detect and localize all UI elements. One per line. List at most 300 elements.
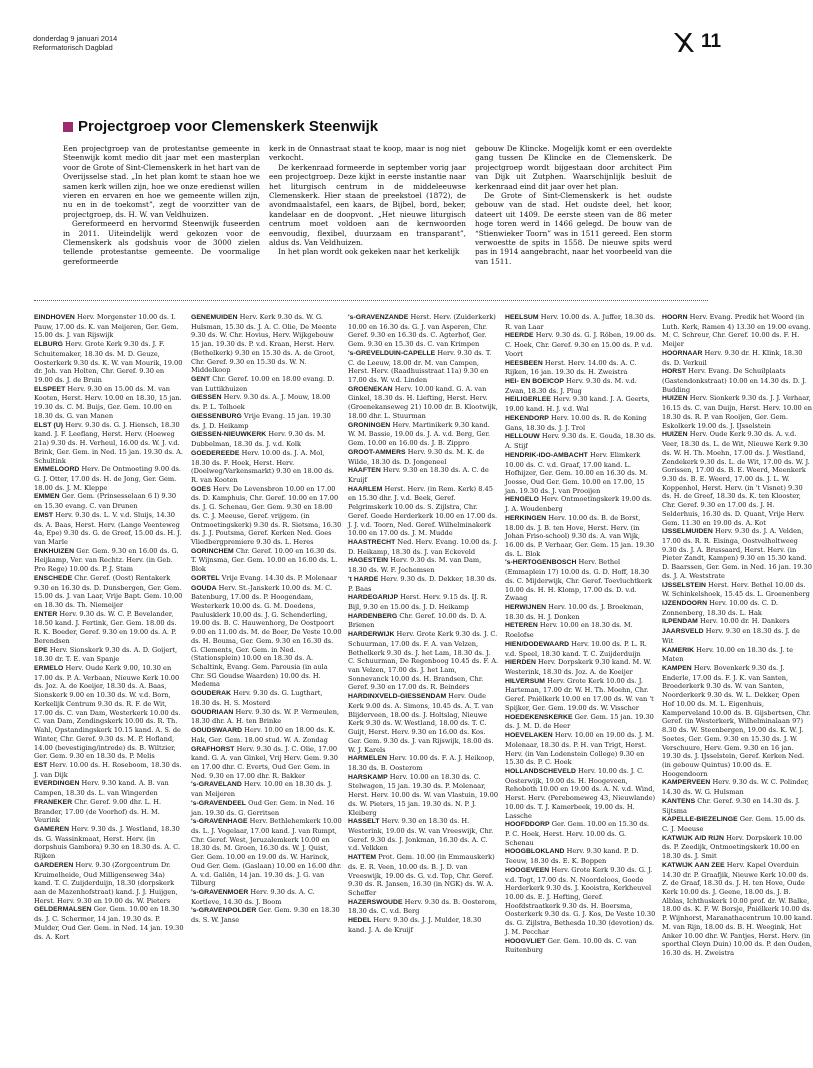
service-times: Herv. 9.30 ds. G. J. Röben, 19.00 ds. C. Hoek, Chr. Geref. 9.30 en 15.00 ds. P. v.d. Voort	[505, 331, 656, 358]
town-name: HARDINXVELD-GIESSENDAM	[348, 693, 447, 701]
town-name: HOEDEKENSKERKE	[505, 713, 573, 721]
church-entry	[34, 492, 185, 510]
town-name: HOORN	[662, 314, 688, 321]
article-title-text: Projectgroep voor Clemenskerk Steenwijk	[78, 118, 379, 135]
church-entry	[348, 630, 499, 692]
article-column	[475, 144, 672, 266]
church-entry	[662, 617, 813, 627]
service-times: Chr. Geref. (Oost) Rentakerk 9.30 en 16.30 ds. D. Dunsbergen, Ger. Gem. 15.00 ds. J. van Laar, Vrije Bapt. Gem. 10.00 en 18.30 ds. Th. Niemeijer	[34, 573, 183, 609]
service-times: Herv. 9.30 en 18.30 ds. H. Westerink, 19.00 ds. W. van Vreeswijk, Chr. Geref. 9.30 ds. J. Jonkman, 16.30 ds. A. C. v.d. Velkken	[348, 817, 494, 853]
service-times: Chr. Geref. 10.00 en 18.00 evang. D. van Luttikhuizen	[191, 375, 335, 393]
service-times: Herv. 9.30 ds. B. Oosterom, 18.30 ds. C. v.d. Berg	[348, 897, 497, 916]
service-times: Herst. Herv. (Zuiderkerk) 10.00 en 16.30 ds. G. J. van Asperen, Chr. Geref. 9.30 en 16.30 ds. C. Agterhof, Ger. Gem. 9.30 en 15.30 ds. C. van Krimpen	[348, 313, 496, 349]
article-body	[63, 144, 673, 266]
town-name: HIERDEN	[505, 659, 536, 667]
service-times: Prot. Gem. 10.00 (in Emmauskerk) ds. E. R. Veen, 10.00 ds. B. J. D. van Vreeswijk, 19.00 ds. G. v.d. Top, Chr. Geref. 9.30 ds. R. Jansen, 16.30 (in NGK) ds. W. A. Scheffer	[348, 853, 495, 897]
church-entry	[191, 906, 342, 924]
service-times: Herst. Herv. 14.00 ds. A. C. Rijken, 16 jan. 19.30 ds. H. Zweistra	[505, 358, 637, 377]
town-name: GOEDEREEDE	[191, 449, 240, 457]
town-name: HERWIJNEN	[505, 604, 547, 611]
service-times: Herv. 9.30 ds. D. Dekker, 18.30 ds. P. Baas	[348, 574, 497, 593]
church-entry	[191, 547, 342, 574]
town-name: HASSELT	[348, 818, 380, 826]
church-entry	[34, 861, 185, 906]
article-paragraph: kerk in de Onnastraat staat te koop, maar is nog niet verkocht.	[269, 144, 466, 163]
article-column	[269, 144, 466, 266]
service-times: Herv. Elimkerk 10.00 ds. C. v.d. Graaf, 17.00 kand. L. Hofhijzer, Ger. Gem. 10.00 en 16.30 ds. M. Joosse, Oud Ger. Gem. 10.00 en 17.00, 15 jan. 19.30 ds. J. van Prooijen	[505, 450, 648, 495]
service-times: Herv. 10.00 dr. H. Dankers	[697, 617, 790, 626]
service-times: Herv. 9.30 (Zorgcentrum Dr. Kruimelheide, Oud Milligenseweg 34a) kand. T. C. Zuijderduijn, 18.30 (dorpskerk aan de Mazenhofstraat) kand. J. J. Huijgen, Herst. Herv. 9.30 en 19.00 ds. W. Pieters	[34, 860, 178, 905]
service-times: Ger. Gem. 15 jan. 19.30 ds. J. M. D. de Heer	[505, 712, 654, 731]
church-entry	[191, 799, 342, 817]
church-entry	[191, 745, 342, 781]
church-entry	[191, 375, 342, 393]
article-title	[63, 118, 673, 136]
service-times: Vrije Evang. 14.30 ds. P. Molenaar	[219, 573, 337, 582]
town-name: ENSCHEDE	[34, 574, 73, 582]
church-listing-column-2	[191, 313, 342, 1058]
church-entry	[662, 599, 813, 617]
town-name: KANTENS	[662, 797, 696, 805]
town-name: HENDRIK-IDO-AMBACHT	[505, 451, 588, 459]
service-times: Herv. Bethel (Emmaplein 17) 10.00 ds. G. D. Hoff, 18.30 ds. C. Mijderwijk, Chr. Geref. Toevluchtkerk 10.00 ds. H. H. Klomp, 17.00 ds. D. v.d. Zwaag	[505, 558, 652, 603]
town-name: HEELSUM	[505, 314, 539, 321]
church-entry	[662, 861, 813, 958]
church-entry	[505, 432, 656, 450]
town-name: GELDERMALSEN	[34, 906, 92, 914]
service-times: Herv. 9.30 ds. J. A. Velden, 17.00 ds. R. R. Eisinga, Oostvelholtweeg 9.30 ds. J. A. Brussaard, Herst. Herv. (in Pieter Zandt, Kampen) 9.30 en 15.30 kand. D. Baarssen, Ger. Gem. in Ned. 16 jan. 19.30 ds. J. A. Weststrate	[662, 527, 812, 580]
church-entry	[348, 538, 499, 556]
church-entry	[191, 313, 342, 375]
town-name: EINDHOVEN	[34, 314, 75, 321]
article	[63, 118, 673, 266]
church-entry	[34, 511, 185, 547]
service-times: Herv. Bethlehemkerk 10.00 ds. L. J. Vogelaar, 17.00 kand. J. van Rumpt, Chr. Geref. West, Jeruzalemkerk 10.00 en 18.30 ds. M. Groen, 16.30 ds. W. J. Quist, Ger. Gem. 10.00 en 19.00 ds. W. Harinck, Oud Ger. Gem. (Gaslaan) 10.00 en 16.00 dhr. A. v.d. Galiën, 14 jan. 19.30 ds. J. G. van Tilburg	[191, 817, 342, 888]
service-times: Herv. 9.30 kand. J. A. Geerts, 19.00 kand. H. J. v.d. Wal	[505, 395, 650, 414]
church-entry	[191, 708, 342, 726]
town-name: 't HARDE	[348, 575, 379, 583]
church-entry	[662, 581, 813, 599]
town-name: ERMELO	[34, 665, 64, 673]
town-name: EVERDINGEN	[34, 780, 80, 788]
town-name: KATWIJK AAN ZEE	[662, 861, 725, 869]
article-paragraph: De Grote of Sint-Clemenskerk is het oudste gebouw van de stad. Het oudste deel, het koor, dateert uit 1409. De eerste steen van de 86 meter hoge toren werd in 1466 gelegd. De bouw van de “Stienwieker Toorn” was in 1511 gereed. Een storm verwoestte de spits in 1558. De nieuwe spits werd pas in 1914 aangebracht, naar het voorbeeld van die van 1511.	[475, 191, 672, 266]
issue-date: donderdag 9 januari 2014	[33, 34, 118, 43]
church-entry	[348, 448, 499, 466]
church-entry	[662, 394, 813, 430]
service-times: Herv. Grote Kerk 9.30 ds. J. F. Schuitemaker, 18.30 ds. M. D. Geuze, Oosterkerk 9.30 ds. K. W. van Mourik, 19.00 dr. Joh. van Holten, Chr. Geref. 9.30 en 19.00 ds. J. de Bruin	[34, 340, 183, 385]
town-name: HOLLANDSCHEVELD	[505, 767, 576, 775]
service-times: Herv. 9.30 ds. W. P. Vermeulen, 18.30 dhr. A. H. ten Brinke	[191, 707, 340, 726]
town-name: HAARLEM	[348, 485, 383, 493]
article-paragraph: In het plan wordt ook gekeken naar het kerkelijk	[278, 247, 460, 257]
town-name: FRANEKER	[34, 798, 73, 806]
church-entry	[191, 449, 342, 485]
church-entry	[348, 916, 499, 934]
town-name: 's-HERTOGENBOSCH	[505, 559, 577, 567]
service-times: Herv. 9.30 ds. J. Westland, 18.30 ds. G. Wassinkmaat, Herst. Herv. (in dorpshuis Gambora) 9.30 en 18.30 ds. A. C. Rijken	[34, 824, 181, 861]
church-entry	[505, 603, 656, 621]
town-name: GROOT-AMMERS	[348, 448, 406, 456]
town-name: GOUDSWAARD	[191, 727, 243, 735]
town-name: GARDEREN	[34, 861, 74, 869]
service-times: Herv. Dorpskerk 10.00 ds. P. Zeedijk, Ontmoetingskerk 10.00 en 18.30 ds. J. Smit	[662, 833, 803, 861]
church-entry	[34, 825, 185, 861]
service-times: Herv. 10.00 ds. B. de Borst, 18.00 ds. J. B. ten Hove, Herst. Herv. (in Johan Friso-school) 9.30 ds. A. van Wijk, 16.00 ds. P. Verhaar, Ger. Gem. 15 jan. 19.30 ds. L. Blok	[505, 513, 655, 558]
church-listing-column-1	[34, 313, 185, 1058]
town-name: HEILIGERLEE	[505, 396, 551, 404]
church-entry	[34, 313, 185, 340]
service-times: Herv. Grote Kerk 9.30 ds. J. C. Schuurman, 17.00 ds. F. A. van Velzen, Bethelkerk 9.30 ds. J. het Lam, 18.30 ds. J. C. Schuurman, De Regenboog 10.45 ds. F. A. van Velzen, 17.00 ds. J. het Lam, Sonnevanck 10.00 ds. H. Brandsen, Chr. Geref. 9.30 en 17.00 ds. R. Beinders	[348, 630, 499, 692]
church-entry	[505, 558, 656, 603]
service-times: Herv. 10.00 en 18.30 ds. J. van Meijeren	[191, 780, 333, 799]
service-times: Herst. Herv. (in Rem. Kerk) 8.45 en 15.30 dhr. J. v.d. Beek, Geref. Pelgrimskerk 10.00 ds. S. Zijlstra, Chr. Geref. Goede Herderkerk 10.00 en 17.00 ds. J. J. v.d. Toorn, Ned. Geref. Wilhelminakerk 10.00 en 17.00 ds. J. M. Mudde	[348, 484, 498, 538]
church-entry	[191, 393, 342, 411]
church-entry	[34, 340, 185, 385]
town-name: IJSSELSTEIN	[662, 581, 706, 589]
town-name: HEERDE	[505, 332, 534, 340]
church-entry	[191, 689, 342, 707]
section-divider	[34, 300, 708, 301]
church-entry	[348, 485, 499, 538]
town-name: HARDERWIJK	[348, 631, 395, 639]
service-times: Herv. 9.30 ds. G. J. Hiensch, 18.30 kand. J. F. Leeflang, Herst. Herv. (Hoeweg 21a) 9.30 ds. H. Verheul, 16.00 ds. W. J. v.d. Brink, Ger. Gem. in Ned. 15 jan. 19.30 ds. A. Schultink	[34, 420, 184, 465]
town-name: KAMPERVEEN	[662, 779, 711, 787]
church-entry	[191, 584, 342, 690]
town-name: KAMPEN	[662, 665, 692, 673]
service-times: Herv. 9.30 dr. H. Klink, 18.30 ds. D. Verkuil	[662, 348, 803, 367]
town-name: HOEVELAKEN	[505, 732, 553, 740]
town-name: GENT	[191, 376, 211, 384]
church-entry	[348, 575, 499, 593]
service-times: Herv. 9.30 ds. W. C. Polinder, 14.30 ds. W. G. Hulsman	[662, 778, 810, 797]
town-name: HOOGBLOKLAND	[505, 848, 565, 856]
town-name: GIESSENBURG	[191, 412, 242, 420]
service-times: Herv. Grote Kerk 9.30 ds. G. J. v.d. Togt, 17.00 ds. N. Noordeloos, Goede Herderkerk 9.30 ds. J. Kooistra, Kerkheuvel 10.00 ds. E. J. Hefting, Geref. Hoofdstraatkerk 9.30 ds. H. Boersma, Oosterkerk 9.30 ds. G. J. Kos, De Veste 10.30 ds. G. Zijlstra, Bethesda 10.30 (devotion) ds. J. M. Pecchar	[505, 865, 656, 936]
town-name: 's-GRAVENMOER	[191, 889, 249, 896]
church-entry	[34, 646, 185, 664]
town-name: GOUDERAK	[191, 690, 232, 698]
service-times: Herv. 10.00 en 18.00 ds. K. Hak, Ger. Gem. 18.00 stud. W. A. Zondag	[191, 726, 336, 744]
church-entry	[505, 658, 656, 676]
church-entry	[505, 621, 656, 639]
service-times: Herv. 10.00 ds. R. de Koning Gans, 18.30 ds. J. J. Trol	[505, 413, 647, 432]
town-name: HOORNAAR	[662, 349, 703, 357]
service-times: Herv. Morgenster 10.00 ds. I. Pauw, 17.00 ds. K. van Meijeren, Ger. Gem. 15.00 ds. J. van Rijswijk	[34, 313, 179, 340]
service-times: Herv. 10.00 ds. C. D. Zonnenberg, 18.30 ds. L. Hak	[662, 599, 779, 617]
service-times: Herv. 9.30 ds. M. v.d. Zwan, 18.30 ds. J. Plug	[505, 377, 637, 395]
town-name: HATTEM	[348, 854, 377, 862]
town-name: HOOGEVEEN	[505, 866, 550, 874]
town-name: GRAFHORST	[191, 745, 235, 753]
service-times: Herv. Kapel Overduin 14.30 dr. P. Graafjik, Nieuwe Kerk 10.00 ds. Z. de Graaf, 18.30 ds. J. H. ten Hove, Oude Kerk 10.00 ds. J. Geene, 18.00 ds. J. B. Alblas, Ichthuskerk 10.00 prof. dr. W. Balke, 18.00 ds. K. F. W. Borsje, Pniëlkerk 10.00 ds. P. Wijnhorst, Maranathacentrum 10.00 kand. M. van Rijn, 18.00 ds. B. H. Weegink, Het Anker 10.00 dhr. W. Pantjes, Herst. Herv. (in sporthal Cleyn Duin) 10.00 ds. P. den Ouden, 16.30 ds. H. Zweistra	[662, 860, 813, 958]
church-entry	[505, 313, 656, 331]
church-entry	[505, 377, 656, 395]
town-name: HAZERSWOUDE	[348, 898, 403, 906]
town-name: ENKHUIZEN	[34, 547, 75, 555]
church-entry	[191, 574, 342, 584]
service-times: Ger. Gem. 9.30 en 16.00 ds. G. Heijkamp, Ver. van Rechtz. Herv. (in Geb. Pro Rege) 10.00 ds. P. J. Stam	[34, 546, 179, 574]
article-paragraph: Een projectgroep van de protestantse gemeente in Steenwijk komt medio dit jaar met een masterplan voor de Grote of Sint-Clemenskerk in het hart van de Overijsselse stad. „In het plan komt te staan hoe we samen kerk willen zijn, hoe we onze eredienst willen vieren en ervaren en hoe we gemeente willen zijn, nu en in de toekomst”, zegt de voorzitter van de projectgroep, ds. H. W. van Veldhuizen.	[63, 144, 260, 219]
town-name: HAAFTEN	[348, 467, 381, 475]
church-entry	[662, 797, 813, 815]
church-entry	[34, 664, 185, 761]
church-entry	[191, 485, 342, 547]
town-name: GRONINGEN	[348, 421, 391, 429]
town-name: HAASTRECHT	[348, 538, 396, 546]
church-entry	[505, 451, 656, 496]
town-name: ENTER	[34, 610, 58, 618]
church-entry	[505, 731, 656, 767]
service-times: Herv. 9.30 ds. J. J. Mulder, 18.30 kand. J. A. de Kruijf	[348, 916, 482, 934]
service-times: Herv. Sionkerk 9.30 ds. J. J. Verhaar, 16.15 ds. C. van Duijn, Herst. Herv. 10.00 en 18.30 ds. R. P. van Rooijen, Ger. Gem. Eskolkerk 19.00 ds. J. IJsselstein	[662, 394, 812, 430]
church-entry	[348, 817, 499, 853]
town-name: HEKENDORP	[505, 414, 549, 422]
town-name: HETEREN	[505, 622, 538, 630]
church-entry	[662, 646, 813, 664]
page-number: 11	[701, 31, 722, 52]
service-times: Herv. 9.30 ds. J. C. Olie, 17.00 kand. G. A. van Ginkel, Vrij Herv. Gem. 9.30 en 17.00 dhr. C. Everts, Oud Ger. Gem. in Ned. 9.30 en 17.00 dhr. R. Bakker	[191, 744, 338, 780]
service-times: Ger. Gem. 10.00 ds. C. van Ruitenburg	[505, 936, 637, 955]
service-times: Herv. 9.30 ds. T. C. de Leeuw, 18.00 dr. M. van Campen, Herst. Herv. (Raadhuisstraat 11a) 9.30 en 17.00 ds. W. v.d. Linden	[348, 348, 492, 385]
town-name: ILPENDAM	[662, 618, 698, 626]
town-name: HOOGVLIET	[505, 937, 546, 945]
service-times: Herv. Sionskerk 9.30 ds. A. D. Goijert, 18.30 dr. T. E. van Spanje	[34, 645, 178, 664]
town-name: ELST (U)	[34, 421, 64, 429]
church-entry	[662, 834, 813, 861]
church-entry	[505, 866, 656, 937]
church-entry	[348, 313, 499, 349]
church-entry	[348, 421, 499, 448]
article-column	[63, 144, 260, 266]
church-entry	[662, 778, 813, 796]
church-entry	[348, 898, 499, 916]
church-entry	[348, 692, 499, 754]
article-paragraph: De kerkenraad formeerde in september vorig jaar een projectgroep. Deze kijkt in eerste instantie naar het liturgisch centrum in de middeleeuwse Clemenskerk. Hier staan de preekstoel (1872), de avondmaalstafel, een kaars, de Bijbel, bord, beker, kandelaar en de doopvont. „Het nieuwe liturgisch centrum moet voldoen aan de kernwoorden eenvoudig, flexibel, duurzaam en transparant”, aldus ds. Van Veldhuizen.	[269, 162, 466, 248]
church-entry	[34, 610, 185, 646]
town-name: GIESSEN	[191, 394, 222, 402]
town-name: GOUDA	[191, 584, 217, 592]
church-entry	[505, 495, 656, 513]
town-name: HARDENBERG	[348, 612, 398, 620]
church-entry	[505, 677, 656, 713]
church-entry	[191, 888, 342, 906]
town-name: 's-GREVELDUIN-CAPELLE	[348, 349, 436, 357]
town-name: GAMEREN	[34, 825, 70, 833]
service-times: Herv. 9.30 ds. E. Gouda, 18.30 ds. A. Stijf	[505, 432, 656, 451]
service-times: Herv. 9.30 ds. M. K. de Wilde, 18.30 ds. D. Jongeneel	[348, 447, 485, 466]
town-name: EMMELOORD	[34, 466, 80, 474]
town-name: EPE	[34, 646, 48, 654]
service-times: Herv. 10.00 ds. H. Roseboom, 18.30 ds. J. van Dijk	[34, 760, 182, 779]
town-name: HERKINGEN	[505, 514, 547, 522]
town-name: GROENEKAN	[348, 385, 393, 393]
church-entry	[34, 779, 185, 797]
church-listing-column-4	[505, 313, 656, 1058]
town-name: ELBURG	[34, 341, 63, 349]
town-name: GOUDRIAAN	[191, 708, 234, 716]
service-times: Herv. 10.00 ds. J. C. Oosterwijk, 19.00 ds. H. Hoogeveen, Rehoboth 10.00 en 19.00 ds. A. N. v.d. Wind, Herst. Herv. (Perebomeweg 43, Nieuwlande) 10.00 ds. T. J. Kamerbeek, 19.00 ds. H. Lassche	[505, 766, 656, 820]
town-name: GORTEL	[191, 574, 220, 582]
town-name: 's-GRAVENDEEL	[191, 799, 247, 807]
masthead	[33, 30, 722, 60]
church-entry	[662, 527, 813, 580]
church-entry	[505, 414, 656, 432]
town-name: KAMERIK	[662, 646, 695, 654]
service-times: Herv. Ontmoetingskerk 19.00 ds. J. A. Woudenberg	[505, 495, 652, 514]
town-name: HUIZEN	[662, 395, 688, 403]
service-times: Herv. 9.30 ds. A. J. Mouw, 18.00 ds. P. L. Tolhoek	[191, 393, 331, 412]
church-entry	[505, 937, 656, 955]
service-times: Chr. Geref. 10.00 en 16.30 ds. T. Wijnsma, Ger. Gem. 10.00 en 16.00 ds. L. Blok	[191, 546, 338, 574]
service-times: Herv. 9.30 kand. A. B. van Campen, 18.30 ds. L. van Wingerden	[34, 779, 169, 798]
town-name: KATWIJK A/D RIJN	[662, 834, 724, 842]
town-name: GOES	[191, 485, 211, 493]
service-times: Herv. Oude Kerk 9.00 ds. A. Simons, 10.45 ds. A. T. van Blijderveen, 18.00 ds. J. Holtslag, Nieuwe Kerk 9.30 ds. W. Westland, 18.00 ds. T. C. Guijt, Herst. Herv. 9.30 en 16.00 ds. Kos. Ger. Gem. 9.30 ds. J. van Rijswijk, 18.00 ds. W. J. Karels	[348, 692, 494, 754]
town-name: HAGESTEIN	[348, 557, 389, 565]
church-entry	[662, 367, 813, 394]
service-times: Herst. Herv. Bethel 10.00 ds. W. Schinkelshoek, 15.45 ds. L. Groenenberg	[662, 580, 810, 599]
church-entry	[348, 556, 499, 574]
town-name: HILVERSUM	[505, 677, 545, 685]
church-entry	[34, 547, 185, 574]
church-entry	[34, 465, 185, 492]
town-name: HOOFDDORP	[505, 821, 550, 829]
service-times: Ger. Gem. 9.30 en 18.30 ds. S. W. Janse	[191, 906, 340, 925]
town-name: HEESBEEN	[505, 359, 543, 367]
church-entry	[662, 430, 813, 527]
service-times: Herv. 10.00 ds. F. A. J. Heikoop, 18.30 ds. B. Oosterom	[348, 754, 495, 772]
church-entry	[348, 853, 499, 898]
church-entry	[348, 773, 499, 818]
service-times: Herv. Oude Kerk 9.30 ds. A. v.d. Veer, 18.30 ds. L. de Wit, Nieuwe Kerk 9.30 ds. W. H. Th. Moehn, 17.00 ds. J. Westland, Zendekerk 9.30 ds. L. de Wit, 17.00 ds. W. J. Gorissen, 17.00 ds. B. E. Weerd, Meenkerk 9.30 ds. B. E. Weerd, 17.00 ds. J. L. W. Koppenhol, Herst. Herv. (in 't Visnet) 9.30 ds. H. de Greef, 18.30 ds. K. ten Klooster, Chr. Geref. 9.30 en 17.00 ds. J. H. Selderhuis, 16.30 ds. D. Quant, Vrije Herv. Gem. 11.30 en 19.00 ds. A. Kot	[662, 430, 810, 527]
service-times: Herv. 10.00 en 18.30 ds. C. Stelwagen, 15 jan. 19.30 ds. P. Molenaar, Herst. Herv. 10.00 ds. W. van Vlastuin, 19.00 ds. W. Pieters, 15 jan. 19.30 ds. N. P. J. Kleiberg	[348, 772, 499, 817]
church-listing-column-5	[662, 313, 813, 1058]
service-times: Ger. Gem. (Prinsesselaan 6 I) 9.30 en 15.30 evang. C. van Drunen	[34, 492, 177, 511]
church-entry	[348, 385, 499, 421]
service-times: Herv. Grote Kerk 10.00 ds. J. Harteman, 17.00 dr. W. H. Th. Moehn, Chr. Geref. Pniëlkerk 10.00 en 17.00 ds. W. van 't Spijker, Ger. Gem. 19.00 ds. W. Visscher	[505, 676, 654, 712]
town-name: EST	[34, 761, 48, 769]
service-times: Herv. 10.00 en 18.30 ds. J. te Maten	[662, 645, 793, 664]
church-entry	[191, 726, 342, 744]
church-entry	[505, 395, 656, 413]
town-name: HARMELEN	[348, 755, 387, 763]
service-times: Ger. Gem. 15.00 ds. C. J. Meeuse	[662, 815, 806, 833]
town-name: HARDEGARIJP	[348, 594, 399, 602]
town-name: HORST	[662, 368, 687, 376]
town-name: IJZENDOORN	[662, 600, 708, 607]
church-entry	[505, 713, 656, 731]
church-entry	[34, 574, 185, 610]
service-times: Herv. 9.30 ds. M. van Dam, 18.30 ds. W. F. Jochemsen	[348, 556, 482, 575]
service-times: Herv. 9.30 kand. P. D. Teeuw, 18.30 ds. E. K. Boppen	[505, 847, 639, 866]
church-entry	[34, 798, 185, 825]
church-entry	[191, 780, 342, 798]
town-name: 's-GRAVENPOLDER	[191, 907, 257, 915]
town-name: GENEMUIDEN	[191, 314, 238, 321]
service-times: Herv. 9.30 ds. G. Lugthart, 18.30 ds. H. S. Mosterd	[191, 689, 323, 707]
rd-logo-icon	[671, 30, 695, 54]
church-entry	[34, 421, 185, 466]
town-name: EMMEN	[34, 493, 60, 501]
town-name: IJSSELMUIDEN	[662, 528, 713, 536]
church-entry	[505, 359, 656, 377]
service-times: Herv. 9.30 en 18.30 ds. J. de Wit	[662, 627, 800, 645]
service-times: Herv. Oude Kerk 9.00, 10.30 en 17.00 ds. P. A. Verbaan, Nieuwe Kerk 10.00 ds. Joz. A. de Koeijer, 18.30 ds. A. Baas, Sionskerk 9.00 en 10.30 ds. W. v.d. Born, Kerkelijk Centrum 9.30 ds. R. F. de Wit, 17.00 ds. C. van Dam, Westerkerk 10.00 ds. C. van Dam, Zendingskerk 10.00 ds. R. Th. Wahl, Opstandingskerk 10.15 kand. A. S. de Winter, Chr. Geref. 9.30 ds. M. P. Hofland, 14.00 (bevestiging/intrede) ds. B. Wiltzier, Ger. Gem. 9.30 en 18.30 ds. P. Melis	[34, 664, 181, 761]
church-entry	[191, 430, 342, 448]
article-paragraph: gebouw De Klincke. Mogelijk komt er een overdekte gang tussen De Klincke en de Clemenskerk. De projectgroep wordt bijgestaan door architect Pim van Dijk uit Zutphen. Waarschijnlijk besluit de kerkenraad eind dit jaar over het plan.	[475, 144, 672, 191]
service-times: Herv. 9.30 en 18.30 ds. A. C. de Kruijf	[348, 466, 489, 484]
town-name: HEDEL	[348, 917, 372, 925]
church-entry	[348, 593, 499, 611]
service-times: Herv. 10.00 en 19.00 ds. J. M. Molenaar, 18.30 ds. P. H. van Trigt, Herst. Herv. (in Van Lodenstein College) 9.30 en 15.30 ds. P. C. Hoek	[505, 731, 654, 767]
church-entry	[34, 761, 185, 779]
church-entry	[505, 514, 656, 559]
church-entry	[662, 664, 813, 778]
service-times: Herv. 9.30 ds. A. C. Kortleve, 14.30 ds. J. Boom	[191, 888, 315, 906]
church-entry	[348, 754, 499, 772]
church-entry	[505, 640, 656, 658]
church-entry	[348, 466, 499, 484]
service-times: Vrije Evang. 15 jan. 19.30 ds. J. D. Heikamp	[191, 411, 331, 430]
church-entry	[662, 627, 813, 645]
church-entry	[505, 331, 656, 358]
service-times: Herv. De Levensbron 10.00 en 17.00 ds. D. Kamphuis, Chr. Geref. 10.00 en 17.00 ds. J. G. Schenau, Ger. Gem. 9.30 en 18.00 ds. C. J. Meeuse, Geref. vrijgem. (in Ontmoetingskerk) 9.30 ds. R. Sietsma, 16.30 ds. J. J. Poutsma, Geref. Kerken Ned. Goes Vliedbergpremiere 9.30 ds. L. Heres	[191, 484, 342, 546]
town-name: GIESSEN-NIEUWKERK	[191, 431, 267, 439]
town-name: HEI- EN BOEICOP	[505, 378, 564, 386]
service-times: Herv. 9.30 ds. W. C. P. Bevelander, 18.50 kand. J. Fertink, Ger. Gem. 18.00 ds. R. K. Boeder, Geref. 9.30 en 19.00 ds. A. P. Berendsen	[34, 609, 177, 645]
town-name: JAARSVELD	[662, 628, 704, 636]
service-times: Herv. 10.00 kand. G. A. van Ginkel, 18.30 ds. H. Liefting, Herst. Herv. (Groenekanseweg 21) 10.00 dr. B. Klootwijk, 18.00 dhr. L. Stuurman	[348, 384, 498, 420]
service-times: Herv. Martinikerk 9.30 kand. W. M. Bassie, 19.00 ds. J. A. v.d. Berg, Ger. Gem. 10.00 en 16.00 ds. J. B. Zippro	[348, 420, 491, 448]
church-entry	[662, 313, 813, 349]
service-times: Ger. Gem. 10.00 en 15.30 ds. P. C. Hoek, Herst. Herv. 10.00 ds. G. Schenau	[505, 820, 650, 847]
town-name: ELSPEET	[34, 385, 66, 393]
service-times: Herv. Evang. Predik het Woord (in Luth. Kerk, Ramen 4) 13.30 en 19.00 evang. M. C. Schreur, Chr. Geref. 10.00 ds. F. H. Meijer	[662, 313, 811, 349]
church-entry	[34, 385, 185, 421]
church-entry	[348, 349, 499, 385]
article-paragraph: Gereformeerd en hervormd Steenwijk fuseerden in 2011. Uiteindelijk werd gekozen voor de Clemenskerk als godshuis voor de 3000 zielen tellende protestantse gemeente. De voormalige gereformeerde	[63, 219, 260, 266]
church-entry	[662, 349, 813, 367]
service-times: Chr. Geref. 9.00 dhr. L. H. Brander, 17.00 (de Voorhof) ds. H. M. Veurink	[34, 797, 162, 825]
service-times: Herv. 9.30 ds. M. Dubbelman, 18.30 ds. J. v.d. Kolk	[191, 430, 326, 449]
town-name: EMST	[34, 511, 54, 519]
town-name: 's-GRAVENHAGE	[191, 818, 248, 826]
service-times: Herv. 10.00 ds. J. A. Mol, 18.30 ds. F. Hoek, Herst. Herv. (Doelweg/Varkensmarkt) 9.30 en 18.00 ds. R. van Kooten	[191, 448, 334, 484]
service-times: Herv. 10.00 ds. P. L. R. v.d. Speel, 18.30 kand. T. C. Zuijderduijn	[505, 639, 647, 658]
church-entry	[505, 847, 656, 865]
service-times: Herv. Evang. De Schuilplaats (Gastendonkstraat) 10.00 en 14.30 ds. D. J. Budding	[662, 367, 807, 394]
church-entry	[662, 815, 813, 833]
service-times: Herv. 10.00 ds. A. Juffer, 18.30 ds. R. van Laar	[505, 313, 656, 331]
town-name: HIEN/DODEWAARD	[505, 640, 570, 648]
town-name: HENGELO	[505, 496, 539, 504]
service-times: Herv. 9.30 ds. L. V. v.d. Sluijs, 14.30 ds. A. Baas, Herst. Herv. (Lange Veenteweg 4a, Epe) 9.30 ds. G. de Greef, 15.00 ds. H. J. van Marle	[34, 510, 182, 546]
town-name: HARSKAMP	[348, 773, 388, 781]
service-times: Herv. St.-Janskerk 10.00 ds. M. C. Batenburg, 17.00 ds. P. Hoogendam, Westerkerk 10.00 ds. G. M. Doedens, Paulusklerk 10.00 ds. J. G. Schenderling, 19.00 ds. B. C. Hauwenhorg, De Oostpoort 9.00 en 11.00 ds. M. de Boer, De Veste 10.00 ds. H. Bouma, Ger. Gem. 9.30 en 16.30 ds. G. Clements, Ger. Gem. in Ned. (Stationsplein) 10.00 en 18.30 ds. A. Schaltink, Evang. Gem. Parousia (in aula Chr. SG Goudse Waarden) 10.00 ds. H. Medema	[191, 583, 342, 689]
town-name: HUIZEN	[662, 431, 688, 439]
town-name: 's-GRAVENZANDE	[348, 314, 409, 321]
service-times: Herv. 9.30 en 15.00 ds. M. van Kooten, Herst. Herv. 10.00 en 18.30, 15 jan. 19.30 ds. C. M. Buijs, Ger. Gem. 10.00 en 18.30 ds. G. van Manen	[34, 384, 182, 420]
church-entry	[191, 412, 342, 430]
church-entry	[505, 820, 656, 847]
town-name: 's-GRAVELAND	[191, 781, 242, 789]
service-times: Herv. Bovenkerk 9.30 ds. J. Enderle, 17.00 ds. F. J. K. van Santen, Broederkerk 9.30 ds. W. van Santen, Noorderkerk 9.30 ds. W. L. Dekker, Open Hof 10.00 ds. M. L. Eigenhuis, Kamperveland 10.00 ds. B. Gijsbertsen, Chr. Geref. (in Westerkerk, Wilhelminalaan 97) 8.30 ds. W. Steenbergen, 19.00 ds. K. W. J. Soetes, Ger. Gem. 9.30 en 15.30 ds. J. W. Verschuure, Herv. Gem. 9.30 en 16 jan. 19.30 ds. J. IJsselstein, Geref. Kerken Ned. (in gebouw Quintus) 10.00 ds. E. Hoogendoorn	[662, 664, 811, 778]
newspaper-name: Reformatorisch Dagblad	[33, 43, 113, 52]
service-times: Chr. Geref. 9.30 en 14.30 ds. J. Sijtsma	[662, 796, 800, 815]
town-name: GORINCHEM	[191, 547, 234, 555]
church-entry	[505, 767, 656, 820]
